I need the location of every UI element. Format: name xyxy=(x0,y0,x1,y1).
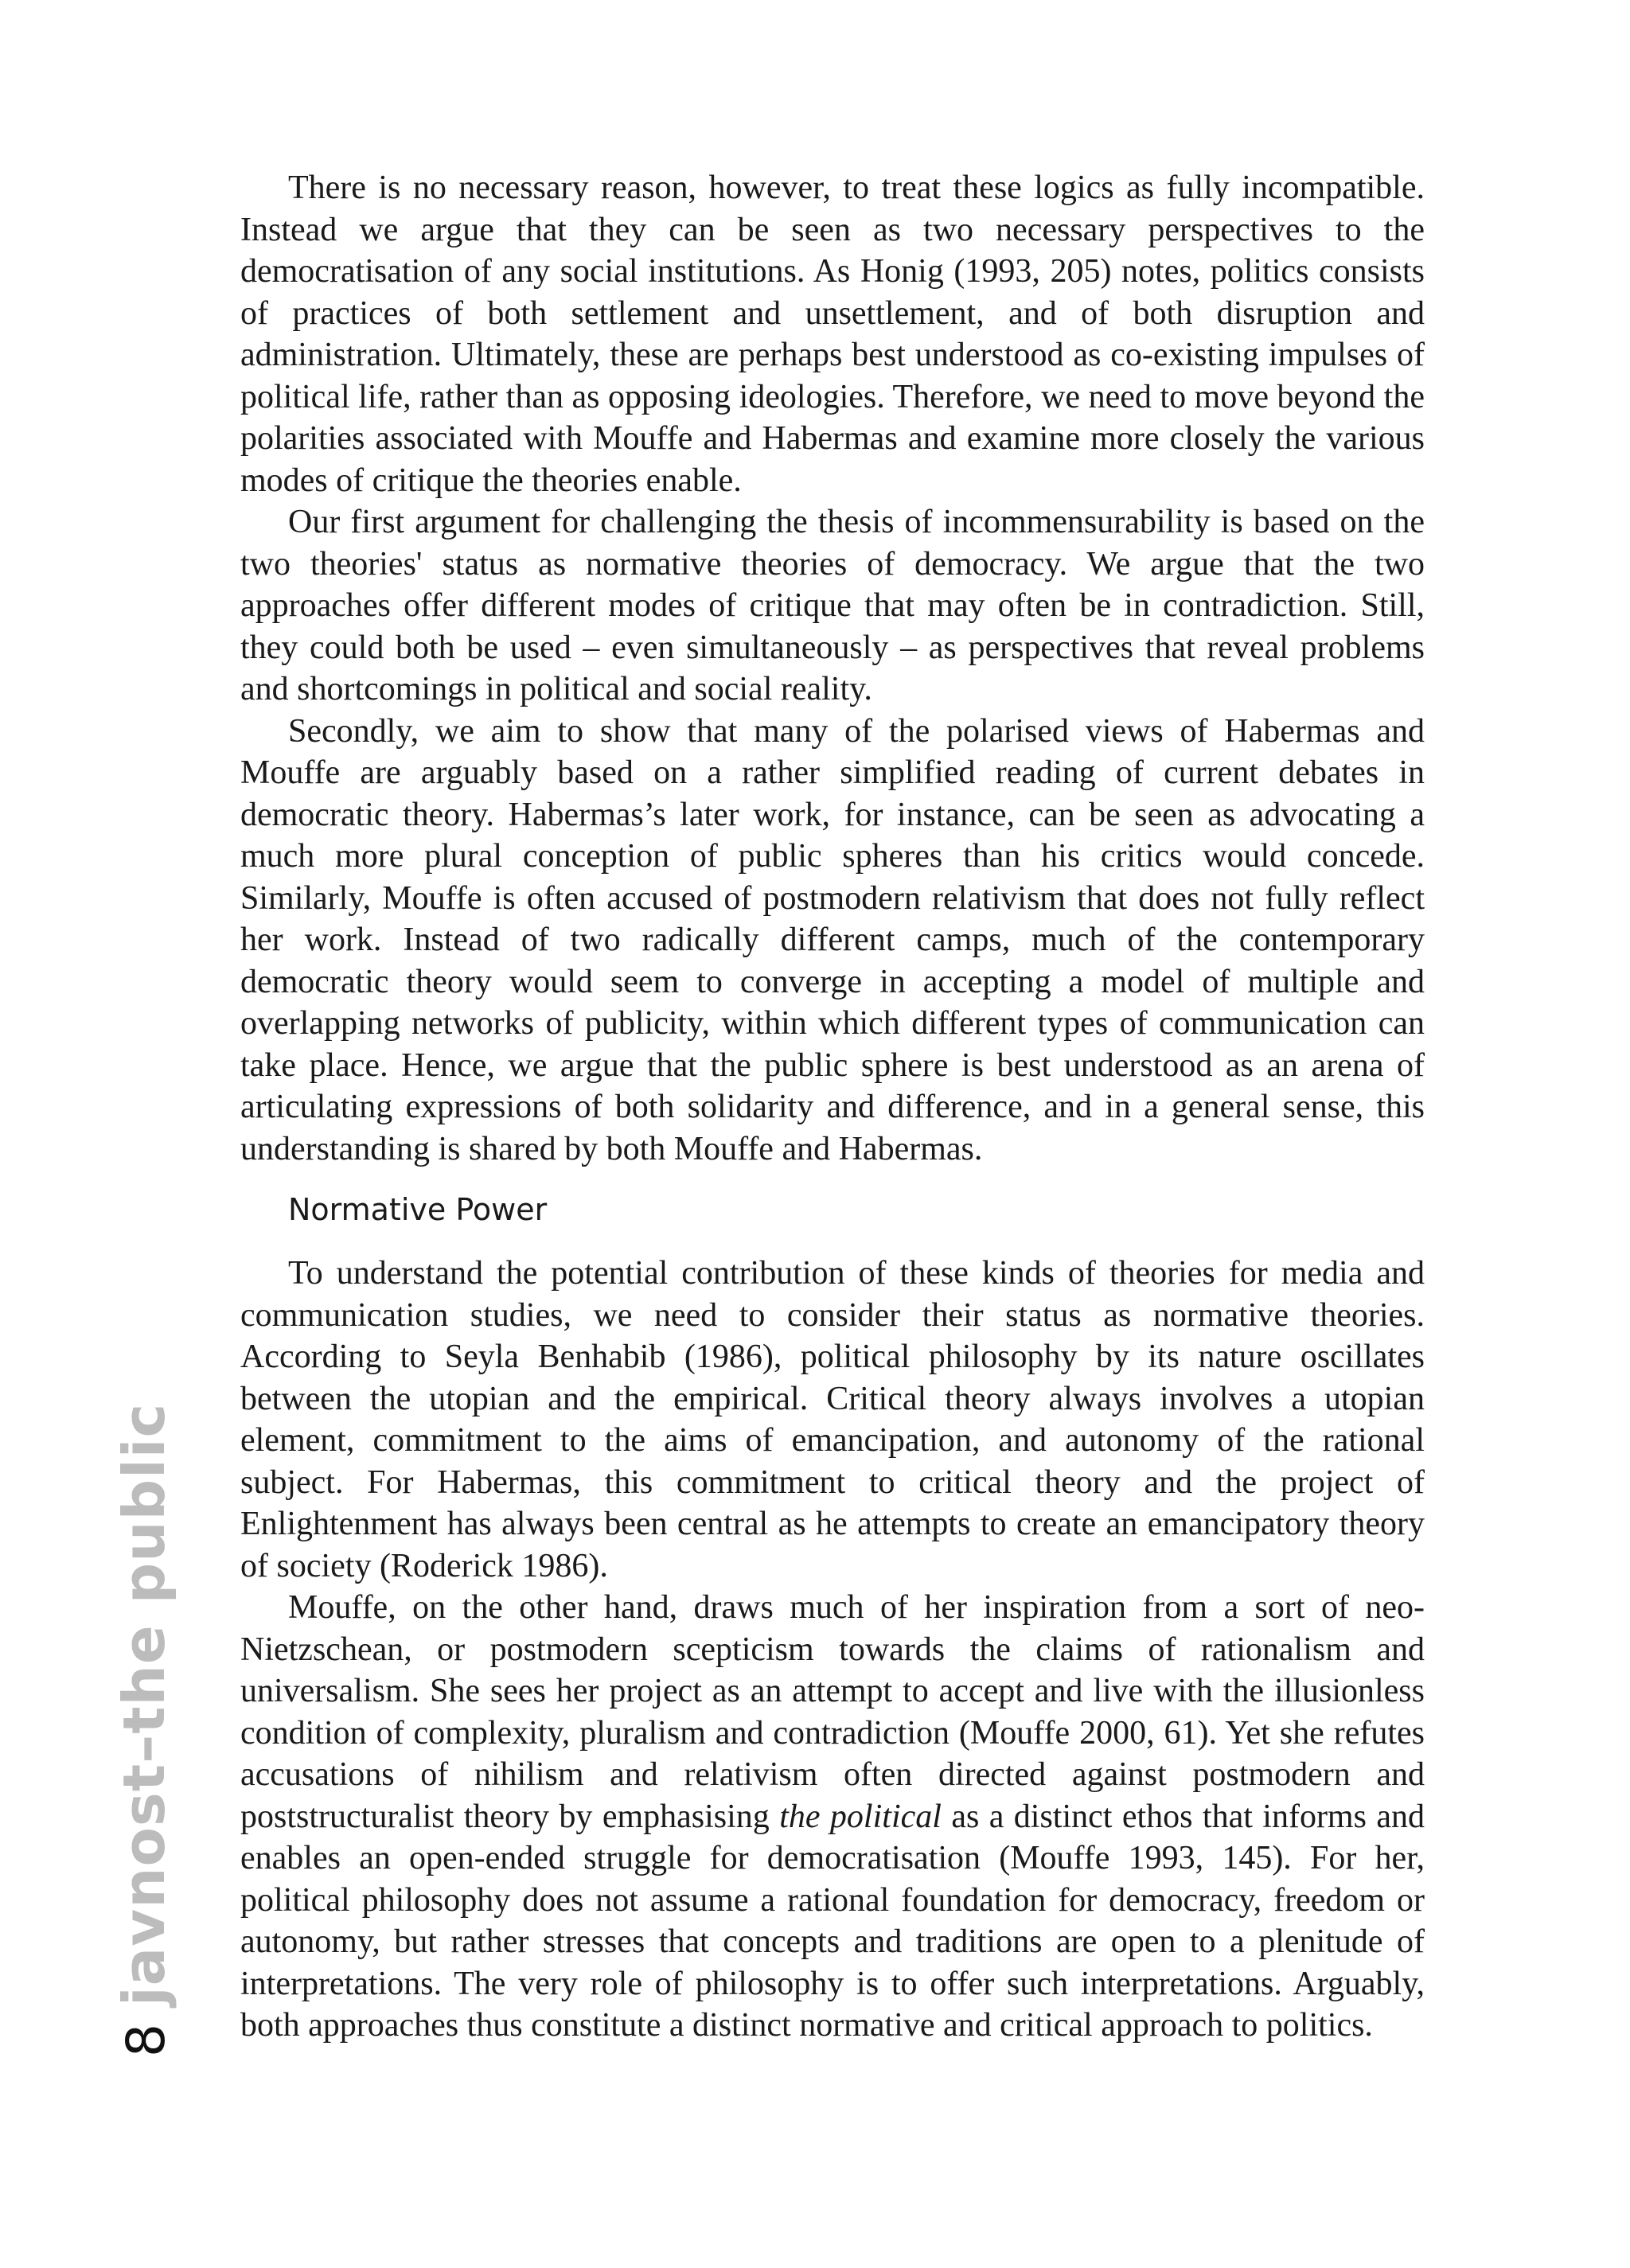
paragraph: Our first argument for challenging the thesis of incommensurability is based on the two theories' status as normative theories of democracy. We argue that the two approaches offer different modes of critique that may often be in contradiction. Still, they could both be used – even simultaneously – as perspectives that reveal problems and shortcomings in political and social reality. xyxy=(240,504,1425,707)
paragraph: Secondly, we aim to show that many of the polarised views of Habermas and Mouffe are arguably based on a rather simplified reading of current debates in democratic theory. Habermas’s later work, for instance, can be seen as advocating a much more plural conception of public spheres than his critics would concede. Similarly, Mouffe is often accused of postmodern relativism that does not fully reflect her work. Instead of two radically different camps, much of the contemporary democratic theory would seem to converge in accepting a model of multiple and overlapping networks of publicity, within which different types of communication can take place. Hence, we argue that the public sphere is best understood as an arena of articulating expressions of both solidarity and difference, and in a general sense, this understanding is shared by both Mouffe and Habermas. xyxy=(240,712,1425,1167)
paragraph: To understand the potential contribution of these kinds of theories for media and communication studies, we need to consider their status as normative theories. According to Seyla Benhabib (1986), political philosophy by its nature oscillates between the utopian and the empirical. Critical theory always involves a utopian element, commitment to the aims of emancipation, and autonomy of the rational subject. For Habermas, this commitment to critical theory and the project of Enlightenment has always been central as he attempts to create an emancipatory theory of society (Roderick 1986). xyxy=(240,1255,1425,1584)
emphasis-text: the political xyxy=(779,1798,942,1835)
body-text xyxy=(240,167,1425,2047)
paragraph xyxy=(240,1587,1425,2047)
section-heading: Normative Power xyxy=(288,1192,548,1227)
paragraph-text: Mouffe, on the other hand, draws much of her inspiration from a sort of neo-Nietzschean, or postmodern scepticism towards the claims of rationalism and universalism. She sees her project as an attempt to accept and live with the illusionless condition of complexity, pluralism and contradiction (Mouffe 2000, 61). Yet she refutes accusations of nihilism and relativism often directed against postmodern and poststructuralist theory by emphasising xyxy=(240,1589,1425,1835)
running-head xyxy=(111,1402,177,2057)
paragraph-text: as a distinct ethos that informs and enables an open-ended struggle for democratisation (Mouffe 1993, 145). For her, political philosophy does not assume a rational foundation for democracy, freedom or autonomy, but rather stresses that concepts and traditions are open to a plenitude of interpretations. The very role of philosophy is to offer such interpretations. Arguably, both approaches thus constitute a distinct normative and critical approach to politics. xyxy=(240,1798,1425,2044)
journal-title: javnost–the public xyxy=(111,1402,177,2006)
paragraph: There is no necessary reason, however, to treat these logics as fully incompatible. Instead we argue that they can be seen as two necessary perspectives to the democratisation of any social institutions. As Honig (1993, 205) notes, politics consists of practices of both settlement and unsettlement, and of both disruption and administration. Ultimately, these are perhaps best understood as co-existing impulses of political life, rather than as opposing ideologies. Therefore, we need to move beyond the polarities associated with Mouffe and Habermas and examine more closely the various modes of critique the theories enable. xyxy=(240,170,1425,499)
page-number: 8 xyxy=(115,2024,177,2057)
